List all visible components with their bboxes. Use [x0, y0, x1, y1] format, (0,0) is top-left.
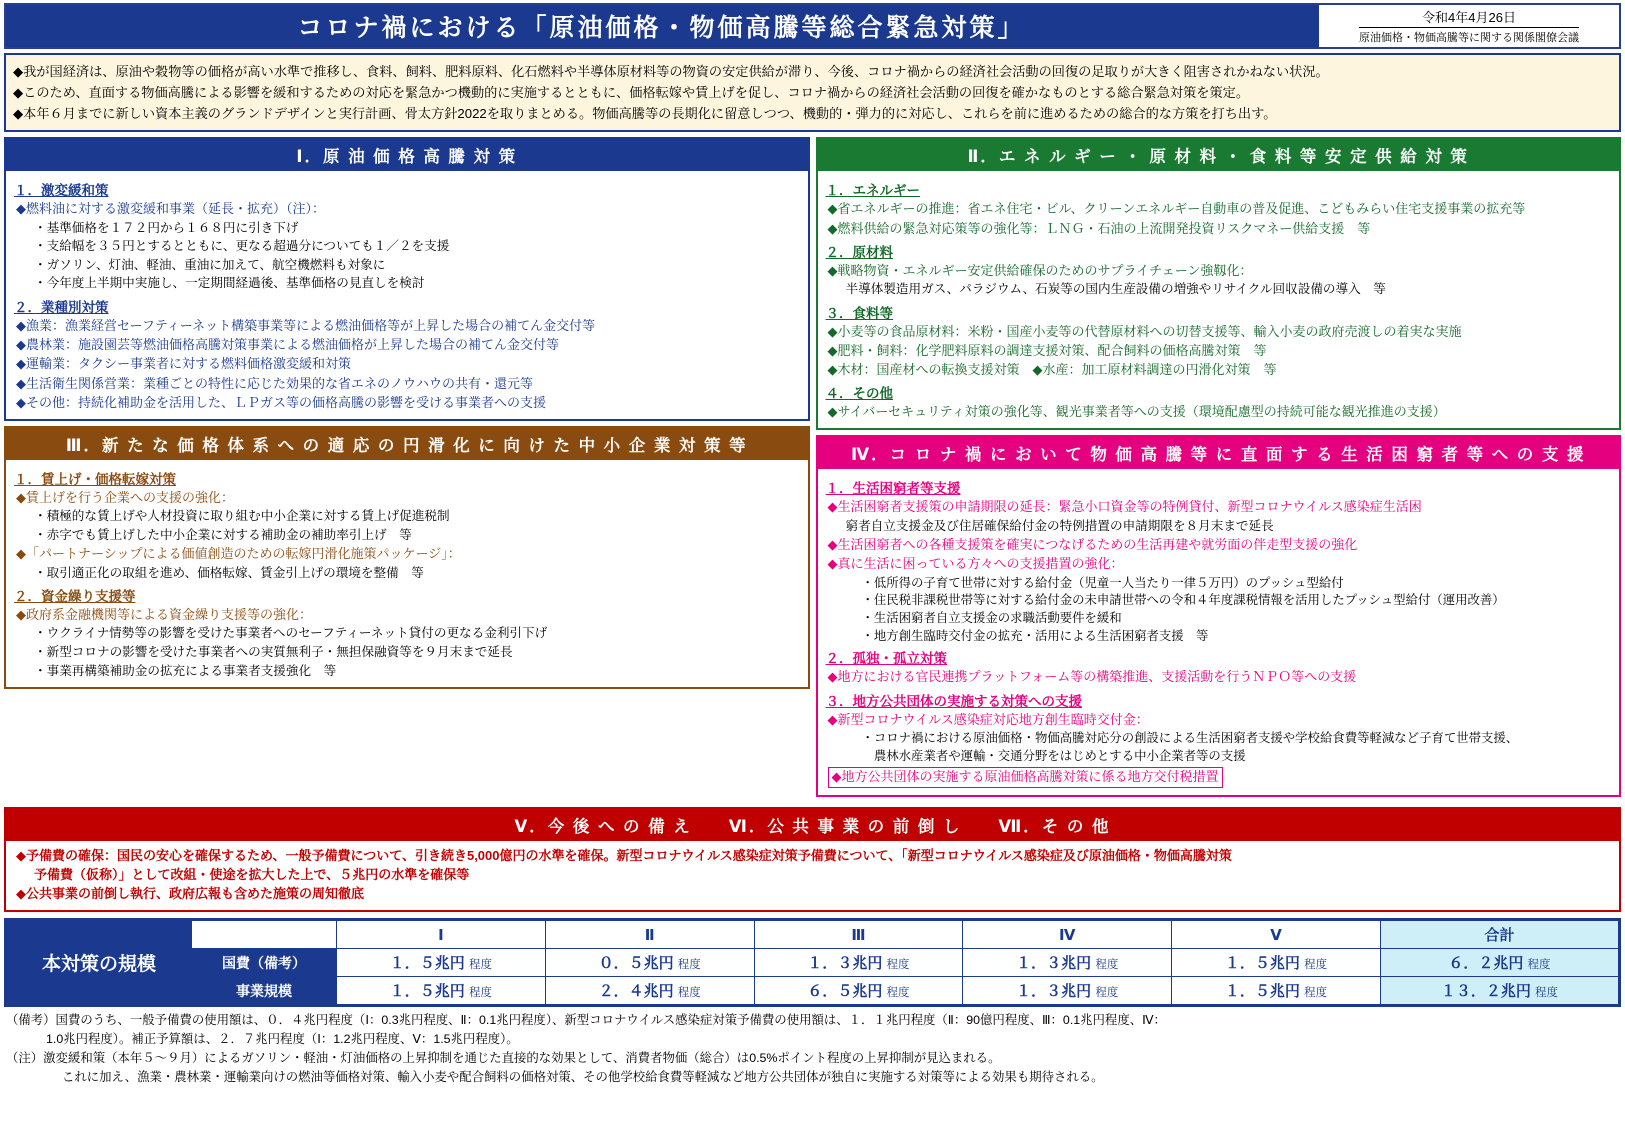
panel-4-title: Ⅳ．コ ロ ナ 禍 に お い て 物 価 高 騰 等 に 直 面 す る 生 活 困 窮 者 等 へ の 支 援 — [818, 437, 1620, 469]
left-column — [4, 137, 810, 801]
panel-3-line: ・ウクライナ情勢等の影響を受けた事業者へのセーフティーネット貸付の更なる金利引下げ — [34, 626, 548, 641]
summary-line: ◆このため、直面する物価高騰による影響を緩和するための対応を緊急かつ機動的に実施するとともに、価格転嫁や賃上げを促し、コロナ禍からの経済社会活動の回復を確かなものとする総合緊急対策を策定。 — [13, 85, 1250, 101]
panel-4-line: ・地方創生臨時交付金の拡充・活用による生活困窮者支援 等 — [861, 628, 1209, 643]
panel-2-line: ◆燃料供給の緊急対応策等の強化等：ＬＮＧ・石油の上流開発投資リスクマネー供給支援 等 — [827, 220, 1371, 236]
panel-3-line: ◆賃上げを行う企業への支援の強化： — [16, 490, 234, 506]
column-header: Ⅴ — [1172, 921, 1381, 949]
panel-2-line: 半導体製造用ガス、パラジウム、石炭等の国内生産設備の増強やリサイクル回収設備の導入 等 — [845, 281, 1386, 296]
column-header: Ⅰ — [337, 921, 546, 949]
cell-value: ０．５兆円 程度 — [545, 949, 754, 977]
cell-value: ２．４兆円 程度 — [545, 977, 754, 1005]
panel-3-line: １．賃上げ・価格転嫁対策 — [14, 472, 176, 488]
cell-total: １３．２兆円 程度 — [1380, 977, 1618, 1005]
panel-4-needy-support — [816, 435, 1622, 796]
panel-2-line: ◆小麦等の食品原材料：米粉・国産小麦等の代替原材料への切替支援等、輸入小麦の政府売渡しの着実な実施 — [827, 323, 1462, 339]
panel-1-line: ・基準価格を１７２円から１６８円に引き下げ — [34, 220, 299, 235]
panel-4-body — [818, 469, 1620, 794]
panel-1-line: ◆生活衛生関係営業：業種ごとの特性に応じた効果的な省エネのノウハウの共有・還元等 — [16, 375, 533, 391]
panel-2-line: ３．食料等 — [825, 305, 893, 321]
summary-line: ◆本年６月までに新しい資本主義のグランドデザインと実行計画、骨太方針2022を取りまとめる。物価高騰等の長期化に留意しつつ、機動的・弾力的に対応し、これらを前に進めるための総合的な方策を打ち出す。 — [13, 106, 1277, 122]
panel-4-line: ・生活困窮者自立支援金の求職活動要件を緩和 — [861, 611, 1122, 626]
scale-table-label: 本対策の規模 — [7, 921, 192, 1005]
panel-2-line: ４．その他 — [825, 386, 893, 402]
panel-2-line: １．エネルギー — [825, 183, 920, 199]
panel-4-line: ２．孤独・孤立対策 — [825, 651, 947, 667]
panel-1-line: ◆運輸業：タクシー事業者に対する燃料価格激変緩和対策 — [16, 356, 351, 372]
panel-3-line: ◆政府系金融機関等による資金繰り支援等の強化： — [16, 607, 312, 623]
panel-2-line: ◆省エネルギーの推進：省エネ住宅・ビル、クリーンエネルギー自動車の普及促進、こどもみらい住宅支援事業の拡充等 — [827, 201, 1526, 217]
panel-4-line: ◆生活困窮者への各種支援策を確実につなげるための生活再建や就労面の伴走型支援の強化 — [827, 537, 1358, 553]
panel-2-line: ２．原材料 — [825, 244, 893, 260]
page-title: コロナ禍における「原油価格・物価高騰等総合緊急対策」 — [297, 14, 1026, 42]
header — [4, 3, 1621, 49]
panel-1-line: ◆農林業：施設園芸等燃油価格高騰対策事業による燃油価格が上昇した場合の補てん金交付等 — [16, 337, 559, 353]
cell-value: １．５兆円 程度 — [337, 977, 546, 1005]
panel-5-line: ◆予備費の確保：国民の安心を確保するため、一般予備費について、引き続き5,000億円の水準を確保。新型コロナウイルス感染症対策予備費について、「新型コロナウイルス感染症及び原油価格・物価高騰対策 — [16, 847, 1232, 863]
panel-3-line: ・新型コロナの影響を受けた事業者への実質無利子・無担保融資等を９月末まで延長 — [34, 645, 513, 660]
panel-3-sme — [4, 426, 810, 689]
panel-2-line: ◆木材：国産材への転換支援対策 ◆水産：加工原材料調達の円滑化対策 等 — [827, 361, 1277, 377]
cell-value: １．５兆円 程度 — [1172, 949, 1381, 977]
panel-3-title: Ⅲ．新 た な 価 格 体 系 へ の 適 応 の 円 滑 化 に 向 け た 中 小 企 業 対 策 等 — [6, 428, 808, 460]
panel-5-body — [6, 841, 1619, 911]
cell-value: ６．５兆円 程度 — [754, 977, 963, 1005]
header-org: 原油価格・物価高騰等に関する関係閣僚会議 — [1359, 27, 1579, 45]
panel-2-line: ◆サイバーセキュリティ対策の強化等、観光事業者等への支援（環境配慮型の持続可能な観光推進の支援） — [827, 404, 1446, 420]
footnote-line: 1.0兆円程度）。補正予算額は、２．７兆円程度（Ⅰ：1.2兆円程度、Ⅴ：1.5兆円程度）。 — [46, 1032, 519, 1047]
panel-3-line: ・取引適正化の取組を進め、価格転嫁、賃金引上げの環境を整備 等 — [34, 565, 424, 580]
footnotes — [6, 1012, 1619, 1087]
panel-3-line: ２．資金繰り支援等 — [14, 589, 136, 605]
panel-4-line: ◆真に生活に困っている方々への支援措置の強化： — [827, 556, 1124, 572]
panel-3-line: ・積極的な賃上げや人材投資に取り組む中小企業に対する賃上げ促進税制 — [34, 509, 450, 524]
panel-2-energy — [816, 137, 1622, 430]
panel-4-line: ◆地方公共団体の実施する原油価格高騰対策に係る地方交付税措置 — [828, 767, 1223, 787]
footnote-line: これに加え、漁業・農林業・運輸業向けの燃油等価格対策、輸入小麦や配合飼料の価格対策、その他学校給食費等軽減など地方公共団体が独自に実施する対策等による効果も期待される。 — [62, 1070, 1104, 1085]
panel-2-line: ◆肥料・飼料：化学肥料原料の調達支援対策、配合飼料の価格高騰対策 等 — [827, 342, 1267, 358]
scale-table-wrap — [4, 918, 1621, 1007]
footnote-line: （備考）国費のうち、一般予備費の使用額は、０．４兆円程度（Ⅰ：0.3兆円程度、Ⅱ：0.1兆円程度）、新型コロナウイルス感染症対策予備費の使用額は、１．１兆円程度（Ⅱ：90億円程度、Ⅲ：0.1兆円程度、Ⅳ： — [6, 1013, 1166, 1028]
panel-4-line: ３．地方公共団体の実施する対策への支援 — [825, 693, 1082, 709]
panel-1-line: ２．業種別対策 — [14, 300, 109, 316]
panel-1-line: ・ガソリン、灯油、軽油、重油に加えて、航空機燃料も対象に — [34, 257, 386, 272]
summary-line: ◆我が国経済は、原油や穀物等の価格が高い水準で推移し、食料、飼料、肥料原料、化石燃料や半導体原材料等の物資の安定供給が滞り、今後、コロナ禍からの経済社会活動の回復の足取りが大きく阻害されかねない状況。 — [13, 64, 1329, 79]
header-date: 令和4年4月26日 — [1422, 10, 1516, 25]
panel-1-line: ◆その他：持続化補助金を活用した、ＬＰガス等の価格高騰の影響を受ける事業者への支援 — [16, 394, 546, 410]
panel-3-line: ◆「パートナーシップによる価値創造のための転嫁円滑化施策パッケージ」： — [16, 546, 461, 562]
panel-5-line: 予備費（仮称）」として改組・使途を拡大した上で、５兆円の水準を確保等 — [34, 866, 470, 882]
column-header: Ⅱ — [545, 921, 754, 949]
panel-5-line: ◆公共事業の前倒し執行、政府広報も含めた施策の周知徹底 — [16, 885, 364, 901]
column-header-total: 合計 — [1380, 921, 1618, 949]
panel-2-title: Ⅱ．エ ネ ル ギ ー ・ 原 材 料 ・ 食 料 等 安 定 供 給 対 策 — [818, 139, 1620, 171]
table-row — [7, 949, 1619, 977]
panel-4-line: ◆新型コロナウイルス感染症対応地方創生臨時交付金： — [827, 711, 1149, 727]
panels-grid — [4, 137, 1621, 801]
panel-4-line: 農林水産業者や運輸・交通分野をはじめとする中小企業者等の支援 — [861, 748, 1246, 763]
panel-1-line: ・今年度上半期中実施し、一定期間経過後、基準価格の見直しを検討 — [34, 276, 425, 291]
panel-1-crude-oil — [4, 137, 810, 421]
row-label: 事業規模 — [192, 977, 337, 1005]
table-header-row — [7, 921, 1619, 949]
panel-5-title: Ⅴ．今 後 へ の 備 え Ⅵ．公 共 事 業 の 前 倒 し Ⅶ．そ の 他 — [6, 809, 1619, 841]
cell-value: １．３兆円 程度 — [963, 977, 1172, 1005]
cell-total: ６．２兆円 程度 — [1380, 949, 1618, 977]
panel-4-line: ◆生活困窮者支援策の申請期限の延長：緊急小口資金等の特例貸付、新型コロナウイルス感染症生活困 — [827, 499, 1422, 515]
panel-4-line: ・住民税非課税世帯等に対する給付金の未申請世帯への令和４年度課税情報を活用したプッシュ型給付（運用改善） — [861, 593, 1505, 608]
panel-1-body — [6, 171, 808, 419]
poster-page — [0, 3, 1625, 1128]
panel-2-body — [818, 171, 1620, 428]
footnote-line: （注）激変緩和策（本年５～９月）によるガソリン・軽油・灯油価格の上昇抑制を通じた直接的な効果として、消費者物価（総合）は0.5%ポイント程度の上昇抑制が見込まれる。 — [6, 1051, 1001, 1066]
panel-4-line: 窮者自立支援金及び住居確保給付金の特例措置の申請期限を８月末まで延長 — [845, 518, 1274, 533]
panel-1-title: Ⅰ．原 油 価 格 高 騰 対 策 — [6, 139, 808, 171]
panel-1-line: １．激変緩和策 — [14, 183, 109, 199]
panel-4-line: ・コロナ禍における原油価格・物価高騰対応分の創設による生活困窮者支援や学校給食費等軽減など子育て世帯支援、 — [861, 730, 1519, 745]
summary-box — [4, 53, 1621, 132]
cell-value: １．５兆円 程度 — [337, 949, 546, 977]
scale-table — [6, 920, 1619, 1005]
right-column — [816, 137, 1622, 801]
table-row — [7, 977, 1619, 1005]
row-label: 国費（備考） — [192, 949, 337, 977]
panel-4-highlight-box — [828, 767, 1612, 787]
panel-3-body — [6, 460, 808, 687]
panel-3-line: ・事業再構築補助金の拡充による事業者支援強化 等 — [34, 663, 337, 678]
panel-4-line: ◆地方における官民連携プラットフォーム等の構築推進、支援活動を行うＮＰＯ等への支援 — [827, 669, 1357, 685]
cell-value: １．５兆円 程度 — [1172, 977, 1381, 1005]
panel-4-line: １．生活困窮者等支援 — [825, 481, 961, 497]
panel-1-line: ・支給幅を３５円とするとともに、更なる超過分についても１／２を支援 — [34, 239, 450, 254]
cell-value: １．３兆円 程度 — [754, 949, 963, 977]
column-header: Ⅳ — [963, 921, 1172, 949]
panel-3-line: ・赤字でも賃上げした中小企業に対する補助金の補助率引上げ 等 — [34, 527, 412, 542]
panel-1-line: ◆漁業：漁業経営セーフティーネット構築事業等による燃油価格等が上昇した場合の補てん金交付等 — [16, 318, 596, 334]
header-meta — [1317, 5, 1619, 47]
panel-2-line: ◆戦略物資・エネルギー安定供給確保のためのサプライチェーン強靱化： — [827, 262, 1253, 278]
panel-5-other — [4, 807, 1621, 913]
cell-value: １．３兆円 程度 — [963, 949, 1172, 977]
column-header: Ⅲ — [754, 921, 963, 949]
panel-4-line: ・低所得の子育て世帯に対する給付金（児童一人当たり一律５万円）のプッシュ型給付 — [861, 575, 1344, 590]
panel-1-line: ◆燃料油に対する激変緩和事業（延長・拡充）（注）： — [16, 201, 325, 217]
